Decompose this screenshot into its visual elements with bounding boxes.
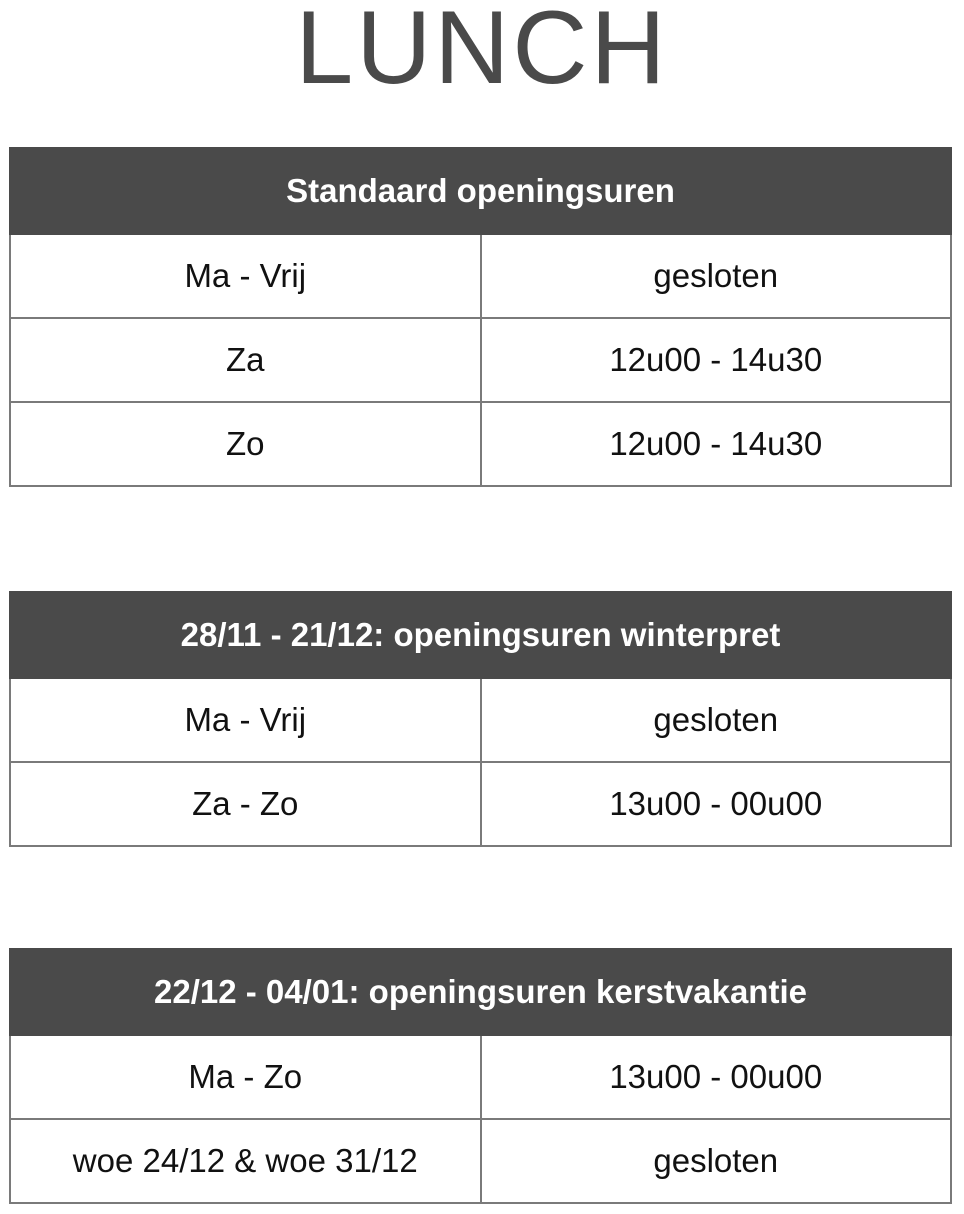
hours-cell: 12u00 - 14u30 (481, 402, 952, 486)
table-row (10, 762, 951, 846)
hours-cell: 13u00 - 00u00 (481, 762, 952, 846)
table-row (10, 678, 951, 762)
days-cell: woe 24/12 & woe 31/12 (10, 1119, 481, 1203)
page-title: LUNCH (295, 0, 669, 106)
winter-hours-table (9, 591, 952, 847)
table-row (10, 1119, 951, 1203)
days-cell: Ma - Vrij (10, 678, 481, 762)
hours-cell: gesloten (481, 678, 952, 762)
hours-cell: 12u00 - 14u30 (481, 318, 952, 402)
days-cell: Ma - Zo (10, 1035, 481, 1119)
standard-hours-table (9, 147, 952, 487)
table-heading: Standaard openingsuren (10, 148, 951, 234)
hours-cell: gesloten (481, 1119, 952, 1203)
christmas-hours-table (9, 948, 952, 1204)
table-row (10, 234, 951, 318)
hours-cell: 13u00 - 00u00 (481, 1035, 952, 1119)
table-heading: 28/11 - 21/12: openingsuren winterpret (10, 592, 951, 678)
table-row (10, 402, 951, 486)
days-cell: Za - Zo (10, 762, 481, 846)
table-header-row (10, 148, 951, 234)
days-cell: Zo (10, 402, 481, 486)
table-row (10, 1035, 951, 1119)
hours-cell: gesloten (481, 234, 952, 318)
days-cell: Ma - Vrij (10, 234, 481, 318)
table-row (10, 318, 951, 402)
table-header-row (10, 949, 951, 1035)
table-header-row (10, 592, 951, 678)
days-cell: Za (10, 318, 481, 402)
table-heading: 22/12 - 04/01: openingsuren kerstvakantie (10, 949, 951, 1035)
